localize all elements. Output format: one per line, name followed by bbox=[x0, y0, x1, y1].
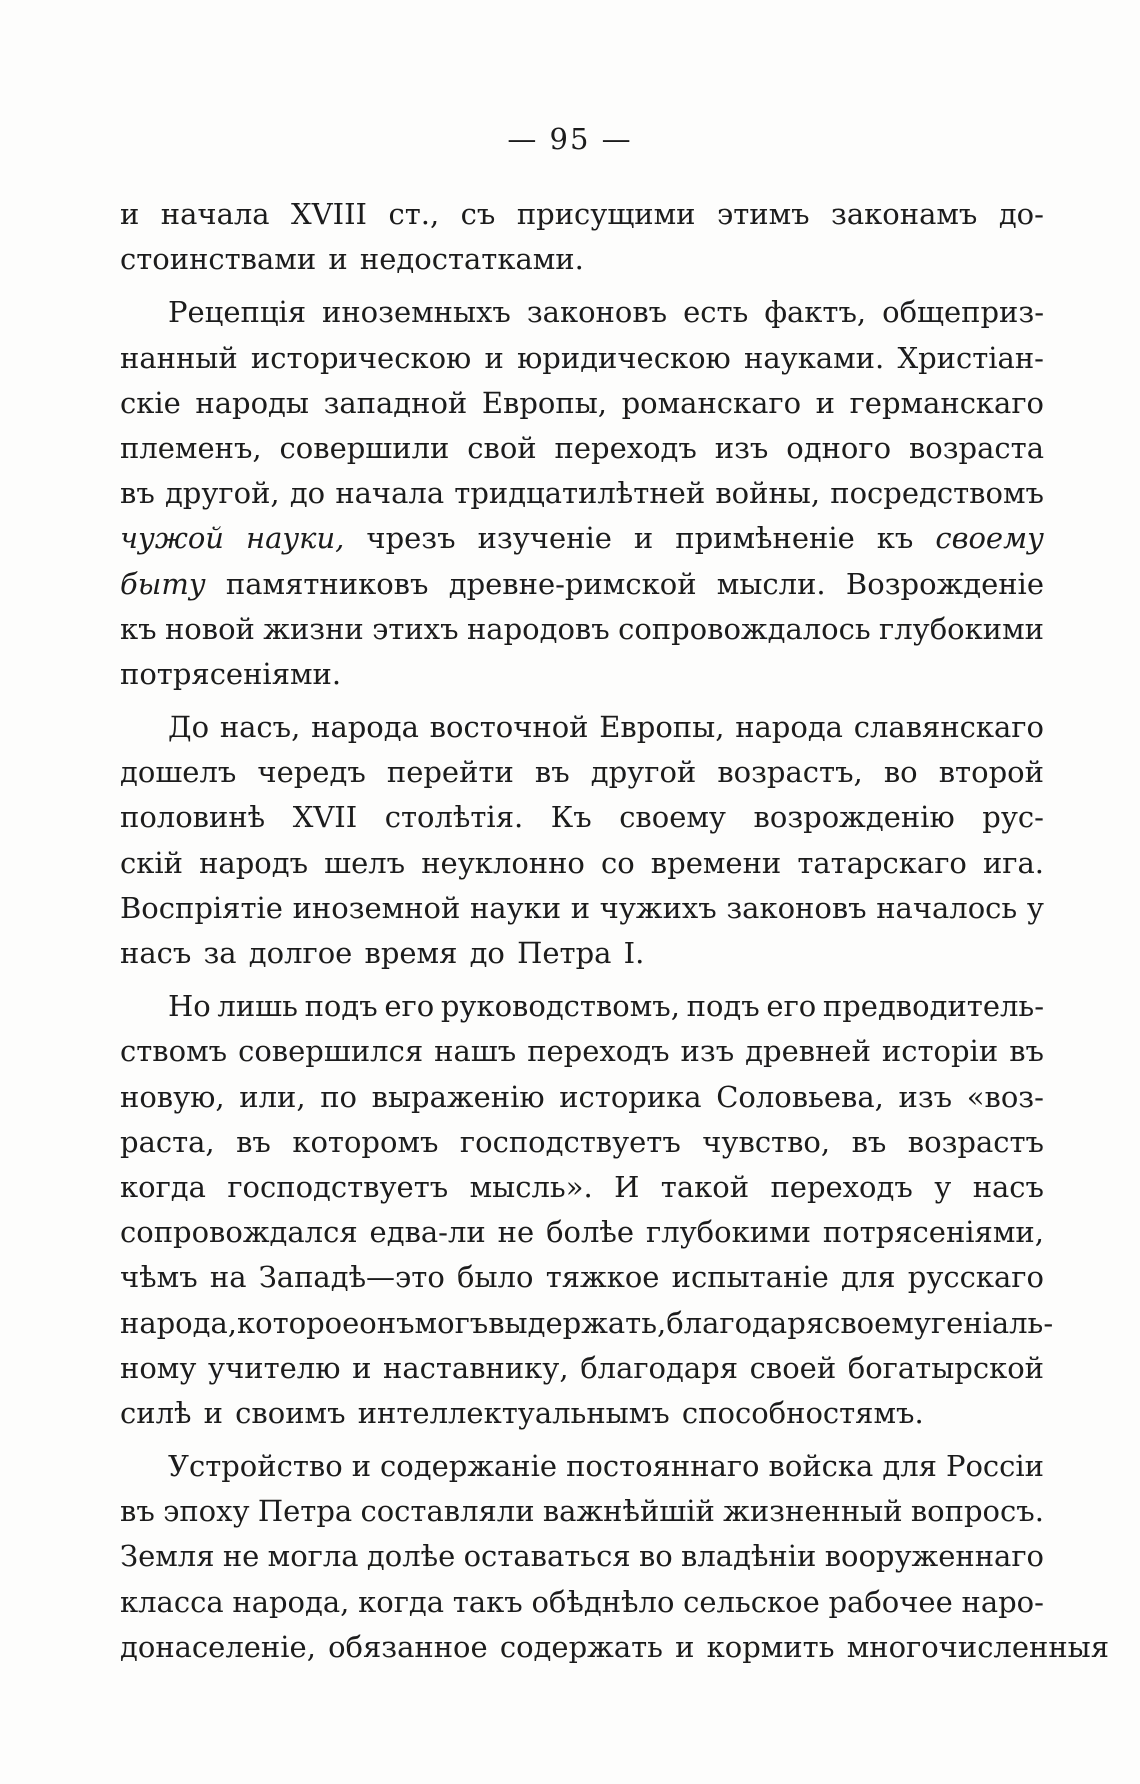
word: обязанное bbox=[328, 1629, 488, 1664]
word: наро- bbox=[961, 1584, 1044, 1619]
word: народа, bbox=[120, 1305, 238, 1340]
word: свой bbox=[467, 430, 537, 465]
word: Земля bbox=[120, 1539, 215, 1574]
text-line bbox=[120, 1029, 1044, 1074]
word: фактъ, bbox=[764, 295, 867, 330]
word: благодаря bbox=[666, 1305, 825, 1340]
word: не bbox=[222, 1539, 260, 1574]
word: въ bbox=[851, 1124, 887, 1159]
word: у bbox=[1026, 890, 1044, 925]
word: чужихъ bbox=[599, 890, 717, 925]
word: донаселеніе, bbox=[120, 1629, 316, 1664]
word: и bbox=[352, 1350, 372, 1385]
italic-word: науки, bbox=[245, 521, 345, 556]
word: за bbox=[203, 936, 237, 970]
word: сопровождалось bbox=[618, 611, 871, 646]
word: «воз- bbox=[966, 1079, 1044, 1114]
text-line bbox=[120, 1120, 1044, 1165]
word: возрастъ, bbox=[717, 755, 863, 790]
word: древней bbox=[745, 1034, 871, 1069]
word: потрясеніями, bbox=[822, 1215, 1044, 1250]
word: мысли. bbox=[716, 566, 826, 601]
word: войны, bbox=[715, 476, 821, 511]
word: начала bbox=[160, 197, 270, 231]
word: XVIII bbox=[291, 197, 368, 231]
word: могъ bbox=[414, 1305, 489, 1340]
word: испытаніе bbox=[671, 1260, 829, 1295]
word: составляли bbox=[360, 1494, 535, 1529]
word: исторіи bbox=[881, 1034, 999, 1069]
text-line bbox=[120, 336, 1044, 381]
word: геніаль- bbox=[930, 1305, 1054, 1340]
word: тридцатилѣтней bbox=[454, 476, 706, 511]
word: тяжкое bbox=[545, 1260, 660, 1295]
word: новую, bbox=[120, 1079, 225, 1114]
word: которомъ bbox=[292, 1124, 439, 1159]
word: глубокими bbox=[646, 1215, 811, 1250]
word: науками. bbox=[744, 340, 885, 375]
word: возраста bbox=[908, 430, 1044, 465]
word: такой bbox=[660, 1169, 750, 1204]
text-line bbox=[120, 192, 1044, 237]
word: которое bbox=[237, 1305, 360, 1340]
word: болѣе bbox=[546, 1215, 635, 1250]
word: рус- bbox=[982, 800, 1044, 835]
word: и bbox=[675, 1629, 695, 1664]
word: время bbox=[364, 936, 458, 970]
italic-word: своему bbox=[935, 521, 1044, 556]
word: законовъ bbox=[726, 890, 867, 925]
word: своему bbox=[619, 800, 726, 835]
word: нашъ bbox=[434, 1034, 517, 1069]
word: чувство, bbox=[702, 1124, 831, 1159]
word: владѣніи bbox=[681, 1539, 817, 1574]
text-line bbox=[120, 931, 1044, 976]
word: предводитель- bbox=[822, 989, 1044, 1024]
word: народовъ bbox=[466, 611, 610, 646]
word: Петра bbox=[517, 936, 612, 970]
word: жизненный bbox=[723, 1494, 903, 1529]
word: скіе bbox=[120, 385, 181, 420]
word: войска bbox=[768, 1449, 874, 1484]
word: эпоху bbox=[163, 1494, 250, 1529]
word: насъ, bbox=[219, 710, 301, 745]
word: чрезъ bbox=[366, 521, 456, 556]
word: иноземныхъ bbox=[322, 295, 511, 330]
word: Воспріятіе bbox=[120, 890, 283, 925]
word: недостатками. bbox=[359, 242, 584, 277]
word: выраженію bbox=[371, 1079, 545, 1114]
word: изъ bbox=[898, 1079, 953, 1114]
word: важнѣйшій bbox=[542, 1494, 715, 1529]
word: долгое bbox=[248, 936, 353, 970]
text-line bbox=[120, 516, 1044, 561]
word: изъ bbox=[680, 1034, 735, 1069]
word: со bbox=[601, 845, 635, 880]
word: до bbox=[289, 476, 326, 511]
word: многочисленныя bbox=[846, 1629, 1110, 1664]
word: посредствомъ bbox=[830, 476, 1044, 511]
word: въ bbox=[236, 1124, 271, 1159]
word: Соловьева, bbox=[716, 1079, 884, 1114]
word: способностямъ. bbox=[681, 1395, 924, 1430]
word: племенъ, bbox=[120, 430, 262, 465]
text-line bbox=[120, 471, 1044, 516]
word: изъ bbox=[714, 430, 769, 465]
word: переходъ bbox=[554, 430, 697, 465]
text-line bbox=[120, 841, 1044, 886]
word: памятниковъ bbox=[225, 566, 429, 601]
text-line bbox=[120, 1301, 1054, 1346]
word: для bbox=[882, 1449, 937, 1484]
word: Христіан- bbox=[897, 340, 1044, 375]
word: возрожденію bbox=[753, 800, 955, 835]
word: народы bbox=[195, 385, 309, 420]
word: въ bbox=[120, 1494, 155, 1529]
text-line bbox=[120, 1255, 1044, 1300]
text-line bbox=[120, 237, 1044, 282]
word: въ bbox=[120, 476, 155, 511]
word: скій bbox=[120, 845, 183, 880]
word: и bbox=[328, 242, 348, 277]
word: содержаніе bbox=[380, 1449, 558, 1484]
word: этимъ bbox=[716, 197, 810, 231]
word: Возрожденіе bbox=[845, 566, 1044, 601]
word: кормить bbox=[706, 1629, 835, 1664]
word: до- bbox=[998, 197, 1044, 231]
word: началось bbox=[876, 890, 1018, 925]
word: и bbox=[351, 1449, 372, 1484]
word: подъ bbox=[686, 989, 760, 1024]
word: раста, bbox=[120, 1124, 215, 1159]
word: столѣтія. bbox=[384, 800, 524, 835]
text-line bbox=[120, 1444, 1044, 1489]
text-line bbox=[120, 1489, 1044, 1534]
text-line bbox=[120, 426, 1044, 471]
text-line bbox=[120, 1210, 1044, 1255]
word: къ bbox=[120, 611, 157, 646]
word: неуклонно bbox=[421, 845, 585, 880]
word: западной bbox=[323, 385, 468, 420]
word: и bbox=[570, 890, 591, 925]
word: чѣмъ bbox=[120, 1260, 198, 1295]
word: возрастъ bbox=[907, 1124, 1044, 1159]
word: есть bbox=[683, 295, 749, 330]
word: одного bbox=[786, 430, 892, 465]
word: такъ bbox=[452, 1584, 523, 1619]
word: изученіе bbox=[477, 521, 612, 556]
word: наставнику, bbox=[383, 1350, 569, 1385]
word: восточной bbox=[429, 710, 589, 745]
paragraph-gap bbox=[120, 282, 1044, 290]
word: И bbox=[614, 1169, 640, 1204]
word: и bbox=[633, 521, 654, 556]
word: русскаго bbox=[907, 1260, 1044, 1295]
word: стоинствами bbox=[120, 242, 317, 277]
word: вооруженнаго bbox=[824, 1539, 1044, 1574]
word: когда bbox=[120, 1169, 206, 1204]
paragraph-gap bbox=[120, 976, 1044, 984]
text-line bbox=[120, 1580, 1044, 1625]
word: выдержать, bbox=[488, 1305, 667, 1340]
word: половинѣ bbox=[120, 800, 266, 835]
word: не bbox=[497, 1215, 535, 1250]
word: ствомъ bbox=[120, 1034, 228, 1069]
word: на bbox=[209, 1260, 247, 1295]
word: совершился bbox=[238, 1034, 424, 1069]
text-line bbox=[120, 1075, 1044, 1120]
word: татарскаго bbox=[797, 845, 967, 880]
word: постояннаго bbox=[566, 1449, 760, 1484]
word: ному bbox=[120, 1350, 197, 1385]
word: совершили bbox=[279, 430, 450, 465]
word: едва-ли bbox=[369, 1215, 486, 1250]
italic-word: чужой bbox=[120, 521, 224, 556]
word: славянскаго bbox=[853, 710, 1044, 745]
word: народа bbox=[735, 710, 843, 745]
word: до bbox=[469, 936, 505, 970]
word: богатырской bbox=[847, 1350, 1044, 1385]
word: XVII bbox=[292, 800, 358, 835]
word: древне-римской bbox=[448, 566, 697, 601]
word: могла bbox=[267, 1539, 359, 1574]
word: интеллектуальнымъ bbox=[357, 1395, 670, 1430]
body-text bbox=[120, 192, 1110, 1670]
word: съ bbox=[460, 197, 496, 231]
word: примѣненіе bbox=[675, 521, 855, 556]
word: содержать bbox=[499, 1629, 663, 1664]
word: въ bbox=[1009, 1034, 1044, 1069]
word: во bbox=[883, 755, 918, 790]
word: германскаго bbox=[849, 385, 1044, 420]
word: было bbox=[457, 1260, 534, 1295]
word: учителю bbox=[208, 1350, 341, 1385]
word: романскаго bbox=[621, 385, 802, 420]
word: для bbox=[840, 1260, 896, 1295]
word: ст., bbox=[388, 197, 440, 231]
word: народа, bbox=[232, 1584, 350, 1619]
word: своему bbox=[824, 1305, 931, 1340]
word: шелъ bbox=[324, 845, 406, 880]
word: насъ bbox=[972, 1169, 1044, 1204]
word: Европы, bbox=[481, 385, 607, 420]
text-line bbox=[120, 290, 1044, 335]
page-number: — 95 — bbox=[507, 122, 633, 156]
word: Россіи bbox=[945, 1449, 1044, 1484]
word: иноземной bbox=[292, 890, 461, 925]
word: историческою bbox=[250, 340, 472, 375]
word: рабочее bbox=[828, 1584, 953, 1619]
word: сельское bbox=[683, 1584, 820, 1619]
text-line bbox=[120, 1391, 1044, 1436]
word: и bbox=[203, 1395, 223, 1430]
text-line bbox=[120, 607, 1044, 652]
word: Къ bbox=[550, 800, 592, 835]
text-line bbox=[120, 381, 1044, 426]
word: Но bbox=[168, 989, 211, 1024]
word: лишь bbox=[217, 989, 298, 1024]
word: Петра bbox=[257, 1494, 353, 1529]
word: господствуетъ bbox=[227, 1169, 449, 1204]
word: дошелъ bbox=[120, 755, 237, 790]
word: его bbox=[766, 989, 817, 1024]
word: когда bbox=[358, 1584, 445, 1619]
text-line bbox=[120, 795, 1044, 840]
word: народъ bbox=[199, 845, 309, 880]
word: потрясеніями. bbox=[120, 656, 342, 691]
text-line bbox=[120, 562, 1044, 607]
text-line bbox=[120, 652, 1044, 697]
word: подъ bbox=[304, 989, 378, 1024]
word: другой, bbox=[164, 476, 280, 511]
text-line bbox=[120, 1534, 1044, 1579]
word: второй bbox=[938, 755, 1044, 790]
word: чередъ bbox=[257, 755, 366, 790]
word: онъ bbox=[359, 1305, 415, 1340]
word: законамъ bbox=[831, 197, 978, 231]
word: другой bbox=[590, 755, 697, 790]
word: законовъ bbox=[526, 295, 668, 330]
word: во bbox=[638, 1539, 673, 1574]
text-line bbox=[120, 705, 1044, 750]
word: Рецепція bbox=[168, 295, 307, 330]
word: сопровождался bbox=[120, 1215, 358, 1250]
word: глубокими bbox=[879, 611, 1044, 646]
word: класса bbox=[120, 1584, 224, 1619]
word: перейти bbox=[386, 755, 514, 790]
word: народа bbox=[311, 710, 419, 745]
word: въ bbox=[534, 755, 570, 790]
word: силѣ bbox=[120, 1395, 192, 1430]
text-line bbox=[120, 1625, 1110, 1670]
word: ига. bbox=[982, 845, 1044, 880]
word: новой bbox=[164, 611, 255, 646]
word: этихъ bbox=[372, 611, 459, 646]
word: насъ bbox=[120, 936, 192, 970]
word: Европы, bbox=[599, 710, 725, 745]
text-line bbox=[120, 1165, 1044, 1210]
word: своимъ bbox=[235, 1395, 346, 1430]
italic-word: быту bbox=[120, 566, 206, 601]
word: юридическою bbox=[517, 340, 731, 375]
word: присущими bbox=[516, 197, 696, 231]
word: начала bbox=[335, 476, 445, 511]
word: или, bbox=[239, 1079, 306, 1114]
paragraph-gap bbox=[120, 697, 1044, 705]
word: къ bbox=[876, 521, 914, 556]
word: историка bbox=[559, 1079, 702, 1114]
paragraph-gap bbox=[120, 1436, 1044, 1444]
word: и bbox=[484, 340, 504, 375]
word: у bbox=[934, 1169, 952, 1204]
word: переходъ bbox=[770, 1169, 913, 1204]
word: господствуетъ bbox=[459, 1124, 681, 1159]
word: благодаря bbox=[580, 1350, 739, 1385]
word: переходъ bbox=[527, 1034, 670, 1069]
word: времени bbox=[650, 845, 782, 880]
text-line bbox=[120, 750, 1044, 795]
word: своей bbox=[749, 1350, 837, 1385]
word: оставаться bbox=[463, 1539, 631, 1574]
word: обѣднѣло bbox=[531, 1584, 675, 1619]
word: его bbox=[384, 989, 435, 1024]
word: науки bbox=[469, 890, 562, 925]
word: и bbox=[815, 385, 836, 420]
word: долѣе bbox=[366, 1539, 456, 1574]
word: Устройство bbox=[168, 1449, 343, 1484]
word: вопросъ. bbox=[910, 1494, 1044, 1529]
word: До bbox=[168, 710, 210, 745]
word: по bbox=[320, 1079, 358, 1114]
text-line bbox=[120, 886, 1044, 931]
text-line bbox=[120, 984, 1044, 1029]
word: нанный bbox=[120, 340, 238, 375]
word: общеприз- bbox=[882, 295, 1044, 330]
word: I. bbox=[623, 936, 645, 970]
word: жизни bbox=[263, 611, 364, 646]
word: Западѣ—это bbox=[258, 1260, 445, 1295]
word: мысль». bbox=[469, 1169, 593, 1204]
word: руководствомъ, bbox=[440, 989, 680, 1024]
text-line bbox=[120, 1346, 1044, 1391]
word: и bbox=[120, 197, 140, 231]
